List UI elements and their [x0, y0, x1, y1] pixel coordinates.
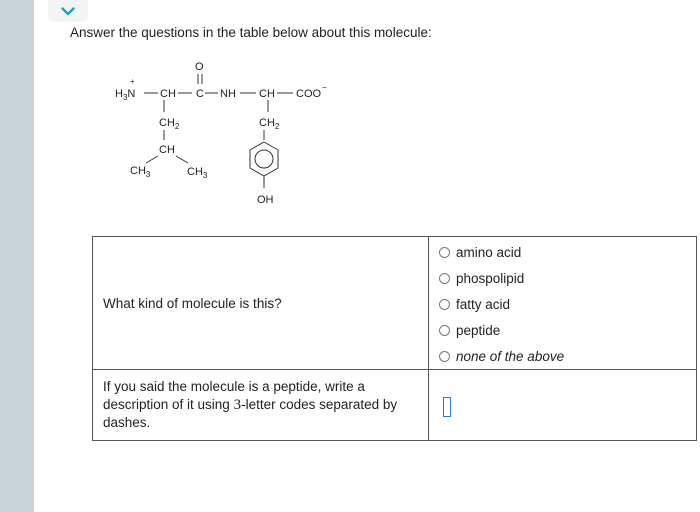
- carbonyl-carbon: C: [196, 88, 204, 100]
- option-label: none of the above: [456, 348, 565, 364]
- molecule-structure: [100, 50, 360, 220]
- bond-ch-ch3b: [176, 156, 188, 163]
- radio-button[interactable]: [439, 351, 450, 362]
- carbonyl-oxygen: O: [195, 61, 204, 73]
- ch-branch: CH: [159, 144, 175, 156]
- hydroxyl: OH: [257, 194, 274, 206]
- option-label: phospolipid: [456, 270, 525, 286]
- collapse-button[interactable]: [48, 0, 88, 22]
- bond-ch-ch3a: [146, 156, 158, 163]
- ch3-b: $CH_3$: [187, 166, 208, 180]
- question2-text: If you said the molecule is a peptide, write a description of it using 3-letter codes separated by dashes.: [93, 370, 429, 441]
- option-label: peptide: [456, 322, 501, 338]
- alpha-carbon-right: CH: [259, 88, 275, 100]
- radio-button[interactable]: [439, 299, 450, 310]
- question-table: [92, 236, 697, 441]
- instruction-text: Answer the questions in the table below about this molecule:: [70, 25, 432, 40]
- radio-button[interactable]: [439, 273, 450, 284]
- amide-nh: NH: [220, 88, 236, 100]
- option-label: amino acid: [456, 244, 522, 260]
- benzene-aromatic-circle: [255, 150, 273, 168]
- option-phospolipid[interactable]: [439, 265, 696, 291]
- h3n-group: $H_3N$: [115, 88, 136, 102]
- question2-answer-cell: [429, 370, 697, 441]
- option-peptide[interactable]: [439, 317, 696, 343]
- question1-text: What kind of molecule is this?: [93, 237, 429, 370]
- option-label: fatty acid: [456, 296, 511, 312]
- ch2-right: $CH_2$: [259, 117, 280, 131]
- question1-options: [429, 237, 697, 370]
- peptide-description-input[interactable]: [443, 397, 451, 417]
- chevron-down-icon: [61, 7, 75, 16]
- ch3-a: $CH_3$: [130, 165, 151, 179]
- left-sidebar: [0, 0, 34, 512]
- radio-button[interactable]: [439, 247, 450, 258]
- option-fatty-acid[interactable]: [439, 291, 696, 317]
- carboxylate: COO: [296, 88, 322, 100]
- alpha-carbon-left: CH: [160, 88, 176, 100]
- charge-plus: +: [130, 77, 135, 86]
- carboxylate-charge: −: [322, 83, 327, 92]
- ch2-left: $CH_2$: [159, 117, 180, 131]
- option-none-of-the-above[interactable]: [439, 343, 696, 369]
- benzene-ring: [250, 142, 278, 176]
- option-amino-acid[interactable]: [439, 239, 696, 265]
- radio-button[interactable]: [439, 325, 450, 336]
